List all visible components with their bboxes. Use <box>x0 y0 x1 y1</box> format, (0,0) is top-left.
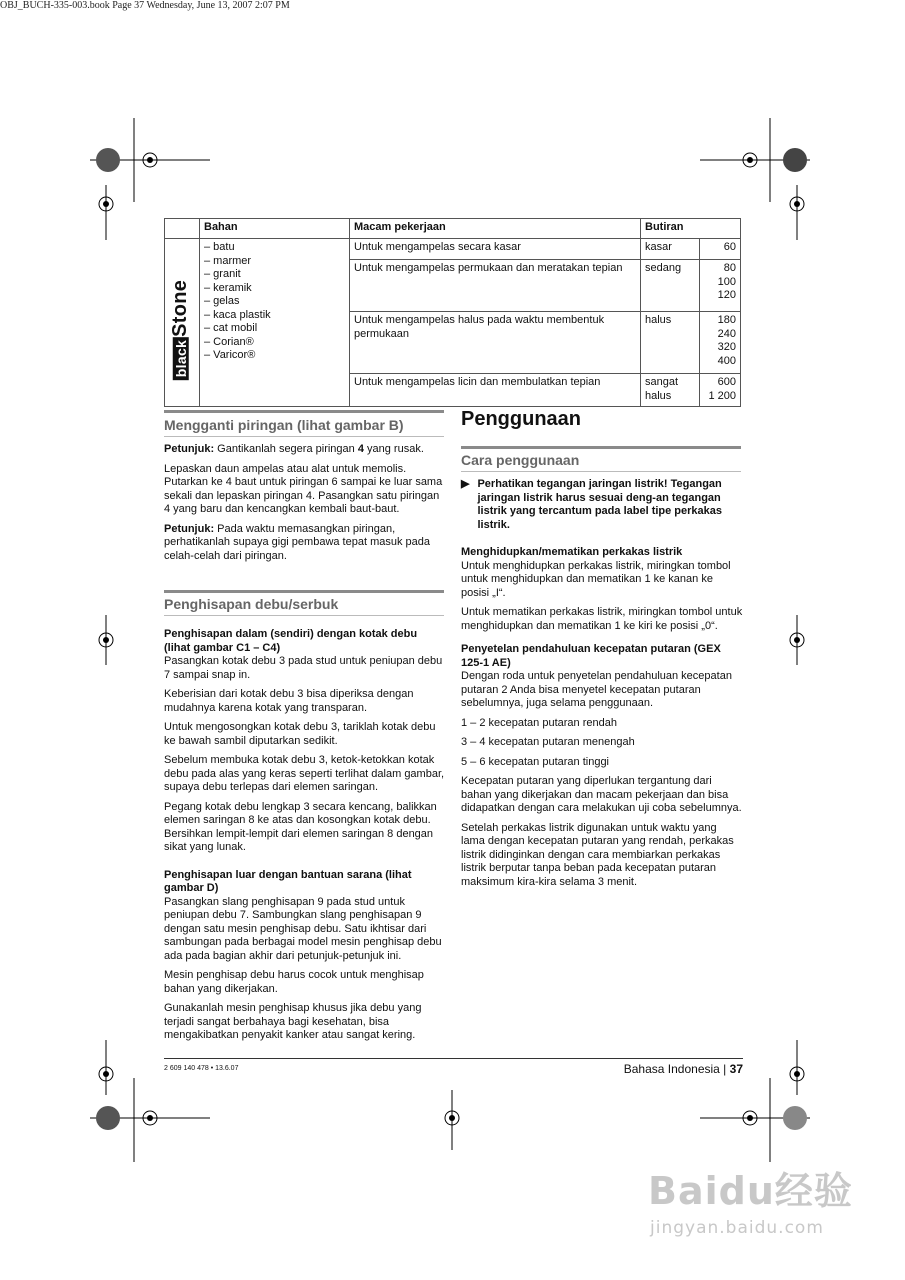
material-item: – batu <box>204 241 235 253</box>
col-header-task: Macam pekerjaan <box>350 219 641 239</box>
paragraph: Gunakanlah mesin penghisap khusus jika debu yang terjadi sangat berbahaya bagi kesehatan, bisa mengakibatkan penyakit kanker atau sangat kering. <box>164 1002 422 1041</box>
black-stone-logo: blackStone <box>168 259 194 401</box>
document-code: 2 609 140 478 • 13.6.07 <box>164 1065 239 1072</box>
note-paragraph: Petunjuk: Pada waktu memasangkan piringan, perhatikanlah supaya gigi pembawa tepat masuk pada celah-celah dari piringan. <box>164 522 431 562</box>
section-heading-dust: Penghisapan debu/serbuk <box>164 596 339 612</box>
speed-setting: 5 – 6 kecepatan putaran tinggi <box>461 755 610 768</box>
left-column-dust <box>164 628 446 1049</box>
task-cell: Untuk mengampelas permukaan dan meratakan tepian <box>350 260 641 312</box>
baidu-watermark: Baidu经验 <box>648 1169 853 1213</box>
material-item: – marmer <box>204 254 252 267</box>
material-item: – gelas <box>204 295 240 307</box>
paragraph: Pegang kotak debu lengkap 3 secara kencang, balikkan elemen saringan 8 ke atas dan kosongkan kotak debu. Bersihkan lempit-lempit dari elemen saringan 8 dengan sikat yang lunak. <box>164 800 437 853</box>
speed-setting: 1 – 2 kecepatan putaran rendah <box>461 716 617 729</box>
grit-cell: 80 100 120 <box>700 260 741 312</box>
watermark-url: jingyan.baidu.com <box>650 1218 824 1238</box>
grit-table <box>164 218 741 407</box>
section-rule <box>164 410 444 413</box>
warning-block <box>461 478 743 532</box>
section-heading-disc-change: Mengganti piringan (lihat gambar B) <box>164 417 404 433</box>
material-item: – Corian® <box>204 335 254 348</box>
warning-text: Perhatikan tegangan jaringan listrik! Tegangan jaringan listrik harus sesuai deng-an tegangan listrik yang tercantum pada label tipe perkakas listrik. <box>477 478 723 531</box>
paragraph: Untuk mematikan perkakas listrik, miringkan tombol untuk menghidupkan dan mematikan 1 ke kiri ke posisi „0“. <box>461 606 743 632</box>
task-cell: Untuk mengampelas halus pada waktu membentuk permukaan <box>350 312 641 374</box>
page-title: Penggunaan <box>461 408 582 430</box>
page-footer: Bahasa Indonesia | 37 <box>623 1062 743 1076</box>
task-cell: Untuk mengampelas secara kasar <box>350 239 641 260</box>
paragraph: Mesin penghisap debu harus cocok untuk menghisap bahan yang dikerjakan. <box>164 969 424 995</box>
paragraph: Setelah perkakas listrik digunakan untuk waktu yang lama dengan kecepatan putaran yang rendah, perkakas listrik didinginkan dengan cara membiarkan perkakas listrik berputar tanpa beban pada kecepatan putaran maksimum kira-kira selama 3 menit. <box>461 821 734 888</box>
footer-rule <box>164 1058 743 1059</box>
subheading: Penyetelan pendahuluan kecepatan putaran (GEX 125-1 AE) <box>461 643 721 669</box>
note-paragraph: Petunjuk: Gantikanlah segera piringan 4 yang rusak. <box>164 443 424 455</box>
material-item: – cat mobil <box>204 322 258 334</box>
paragraph: Lepaskan daun ampelas atau alat untuk memolis. Putarkan ke 4 baut untuk piringan 6 sampai ke luar sama sekali dan lepaskan piringan 4. Pasangkan satu piringan 4 yang baru dan kencangkan kembali baut-baut. <box>164 462 443 515</box>
task-cell: Untuk mengampelas licin dan membulatkan tepian <box>350 374 641 407</box>
subheading: Menghidupkan/mematikan perkakas listrik <box>461 546 683 558</box>
material-item: – kaca plastik <box>204 308 271 321</box>
right-column <box>461 478 743 895</box>
material-item: – granit <box>204 268 241 280</box>
grit-cell: 60 <box>700 239 741 260</box>
brand-cell <box>165 239 200 407</box>
grade-cell: sedang <box>641 260 700 312</box>
material-item: – keramik <box>204 281 252 294</box>
left-column <box>164 443 446 569</box>
arrow-right-icon: ▶ <box>461 478 470 490</box>
grit-cell: 180 240 320 400 <box>700 312 741 374</box>
col-header-grit: Butiran <box>641 219 741 239</box>
col-header-material: Bahan <box>200 219 350 239</box>
file-info-header: OBJ_BUCH-335-003.book Page 37 Wednesday, June 13, 2007 2:07 PM <box>0 0 290 11</box>
paragraph: Pasangkan kotak debu 3 pada stud untuk peniupan debu 7 sampai snap in. <box>164 655 443 681</box>
speed-setting: 3 – 4 kecepatan putaran menengah <box>461 736 635 748</box>
paragraph: Untuk mengosongkan kotak debu 3, tariklah kotak debu ke bawah sambil diputarkan sedikit. <box>164 721 436 747</box>
grit-cell: 600 1 200 <box>700 374 741 407</box>
subheading: Penghisapan dalam (sendiri) dengan kotak debu (lihat gambar C1 – C4) <box>164 628 418 654</box>
language-label: Bahasa Indonesia <box>623 1062 720 1076</box>
section-heading-usage: Cara penggunaan <box>461 452 580 468</box>
paragraph: Keberisian dari kotak debu 3 bisa diperiksa dengan mudahnya karena kotak yang transparan. <box>164 688 414 714</box>
page-number: 37 <box>729 1062 743 1076</box>
grade-cell: sangat halus <box>641 374 700 407</box>
paragraph: Sebelum membuka kotak debu 3, ketok-ketokkan kotak debu pada alas yang keras seperti terlihat dalam gambar, supaya debu terlepas dari elemen saringan. <box>164 754 445 793</box>
grade-cell: halus <box>641 312 700 374</box>
material-list-cell <box>200 239 350 407</box>
subheading: Penghisapan luar dengan bantuan sarana (lihat gambar D) <box>164 868 412 894</box>
paragraph: Untuk menghidupkan perkakas listrik, miringkan tombol untuk menghidupkan dan mematikan 1 ke kanan ke posisi „I“. <box>461 559 731 599</box>
paragraph: Kecepatan putaran yang diperlukan tergantung dari bahan yang dikerjakan dan macam pekerjaan dan bisa didapatkan dengan cara melakukan uji coba sebelumnya. <box>461 775 742 814</box>
paragraph: Dengan roda untuk penyetelan pendahuluan kecepatan putaran 2 Anda bisa menyetel kecepatan putaran sebelumnya, juga selama penggunaan. <box>461 670 732 709</box>
section-rule <box>164 590 444 593</box>
section-rule <box>461 446 741 449</box>
grade-cell: kasar <box>641 239 700 260</box>
material-item: – Varicor® <box>204 349 256 361</box>
paragraph: Pasangkan slang penghisapan 9 pada stud untuk peniupan debu 7. Sambungkan slang penghisapan 9 dengan satu mesin penghisap debu. Satu ikhtisar dari sambungan pada berbagai model mesin penghisap debu ada pada bagian akhir dari petunjuk-petunjuk ini. <box>164 895 442 962</box>
